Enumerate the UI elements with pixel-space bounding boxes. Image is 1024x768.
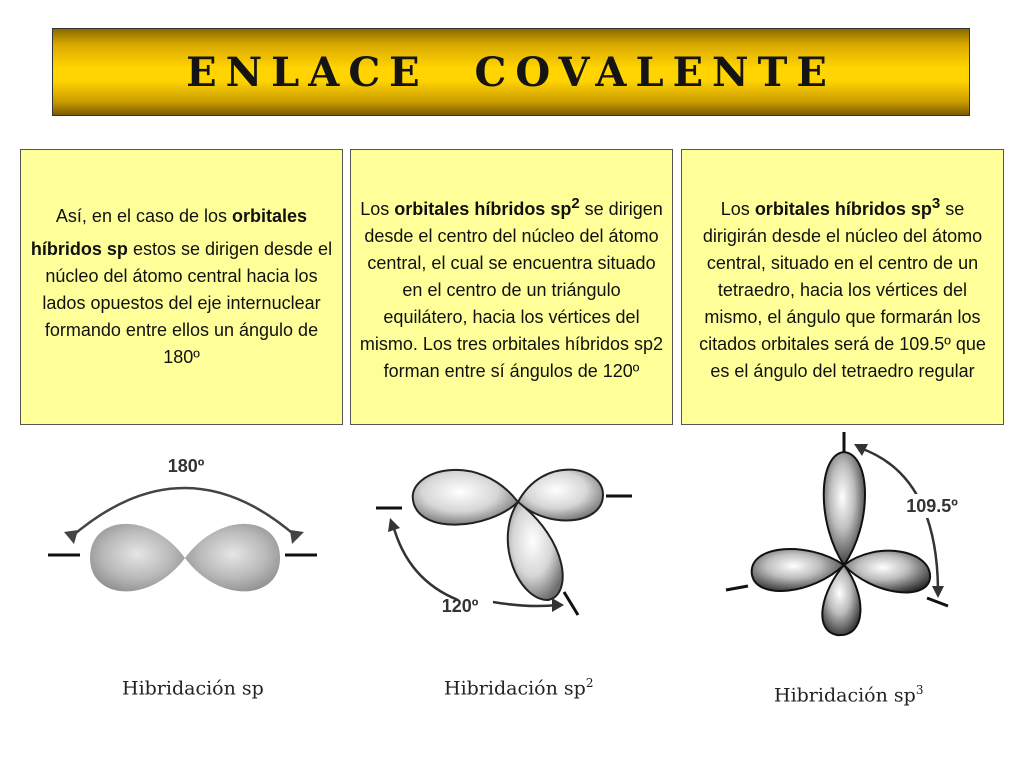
sp2-arrow-head-left <box>388 518 400 532</box>
sp2-lobe-left <box>413 470 518 525</box>
title-banner <box>52 28 970 116</box>
box-text-post: se dirigirán desde el núcleo del átomo central, situado en el centro de un tetraedro, hacia los vértices del mismo, el ángulo que formarán los citados orbitales será de 109.5º que es el ángulo del tetraedro regular <box>699 198 986 381</box>
sp2-caption <box>444 676 593 699</box>
box-text-sup: 3 <box>931 194 941 212</box>
sp-caption-text: Hibridación sp <box>122 677 264 700</box>
sp-caption <box>122 676 264 699</box>
text-box-sp3 <box>681 149 1004 425</box>
sp3-arrow-head-bottom <box>932 586 944 598</box>
sp3-caption-sup: 3 <box>915 683 924 697</box>
sp-arrow-head-right <box>290 530 304 544</box>
text-box-sp-paragraph <box>29 203 334 371</box>
box-text-pre: Los <box>720 198 755 219</box>
box-text-bold: orbitales híbridos sp <box>754 198 932 219</box>
text-box-sp3-paragraph <box>690 190 995 385</box>
sp-lobe-right <box>185 524 280 592</box>
box-text-pre: Así, en el caso de los <box>55 206 233 226</box>
sp-hybrid-diagram <box>30 440 340 620</box>
sp2-arrow-head-right <box>552 598 564 612</box>
sp2-angle-arc-left <box>393 525 458 600</box>
box-text-pre: Los <box>360 198 395 219</box>
sp3-hybrid-diagram <box>712 430 972 660</box>
box-text-sup: 2 <box>571 194 580 212</box>
sp3-lobe-top <box>824 452 865 565</box>
sp3-lobe-right <box>844 551 930 593</box>
sp-angle-label: 180º <box>167 456 205 476</box>
box-text-post: estos se dirigen desde el núcleo del átomo central hacia los lados opuestos del eje internuclear formando entre ellos un ángulo de 180º <box>42 239 333 367</box>
sp2-caption-sup: 2 <box>585 676 594 690</box>
box-text-bold: orbitales híbridos sp <box>394 198 572 219</box>
page-title: ENLACE COVALENTE <box>186 48 836 96</box>
sp3-angle-label: 109.5º <box>906 496 958 516</box>
sp2-axis-bottom <box>564 592 578 615</box>
box-text-post: se dirigen desde el centro del núcleo del átomo central, el cual se encuentra situado en el centro de un triángulo equilátero, hacia los vértices del mismo. Los tres orbitales híbridos sp2 forman entre sí ángulos de 120º <box>359 198 664 381</box>
sp3-caption <box>774 683 923 706</box>
text-box-sp2 <box>350 149 673 425</box>
text-box-sp2-paragraph <box>359 190 664 385</box>
sp3-caption-text: Hibridación sp <box>774 684 916 707</box>
sp3-axis-right <box>927 598 948 606</box>
sp3-axis-left <box>726 586 748 590</box>
sp-lobe-left <box>90 524 185 592</box>
text-box-sp <box>20 149 343 425</box>
sp-arrow-head-left <box>64 530 78 544</box>
sp2-angle-arc-right <box>493 602 558 606</box>
sp2-hybrid-diagram <box>368 430 658 630</box>
sp2-caption-text: Hibridación sp <box>444 677 586 700</box>
box-text-bold: orbitales híbridos sp <box>30 206 308 259</box>
sp2-angle-label: 120º <box>441 596 479 616</box>
